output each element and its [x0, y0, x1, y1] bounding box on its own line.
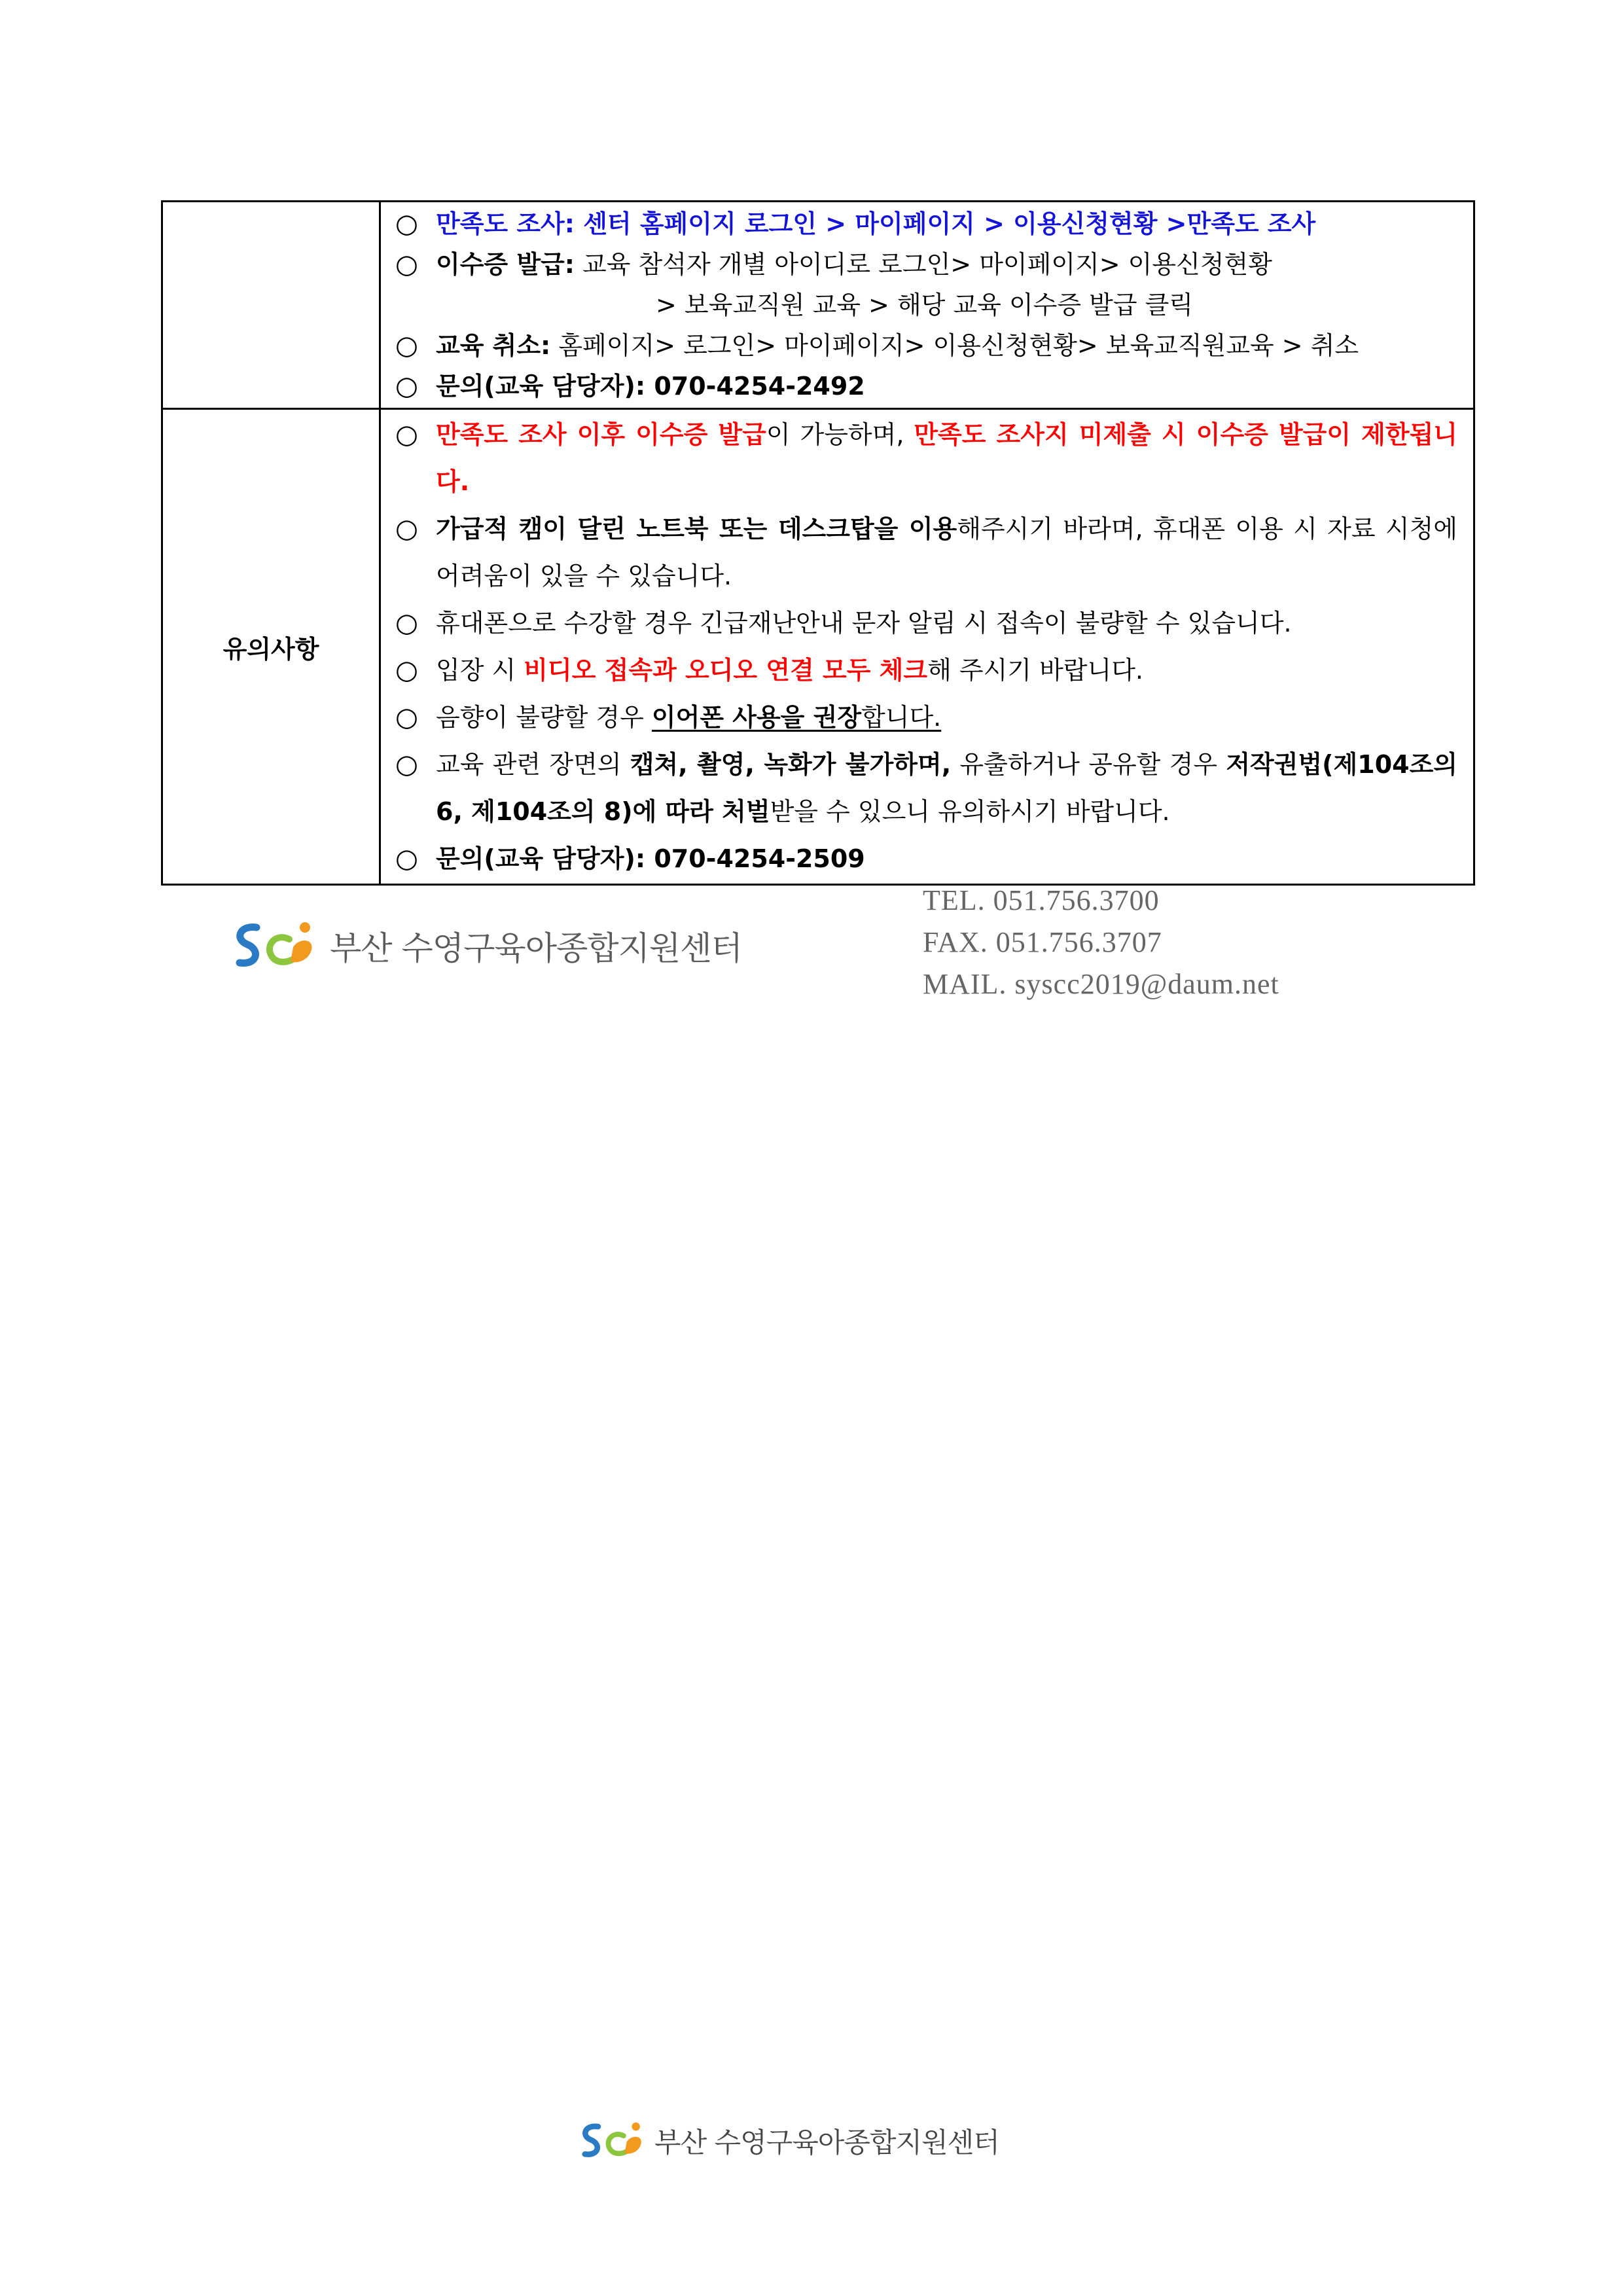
- item-text: 캡쳐, 촬영, 녹화가 불가하며,: [630, 750, 952, 779]
- circle-bullet-icon: ○: [395, 844, 418, 874]
- circle-bullet-icon: ○: [395, 371, 418, 401]
- list-item: [395, 285, 1457, 325]
- circle-bullet-icon: ○: [395, 420, 418, 450]
- footer-logo: [573, 2115, 999, 2166]
- table-row-notes: [162, 409, 1474, 885]
- notes-content: [380, 409, 1474, 885]
- item-text: 만족도 조사지 미제출 시 이수증 발급이 제한됩니다.: [436, 420, 1458, 496]
- item-text: > 보육교직원 교육 > 해당 교육 이수증 발급 클릭: [656, 291, 1194, 319]
- item-text: 저작권법(제104조의 6, 제104조의 8)에 따라 처벌: [436, 750, 1457, 826]
- list-item: [395, 647, 1457, 694]
- list-item: [395, 505, 1457, 600]
- item-text: 이 가능하며,: [766, 420, 914, 449]
- item-text: 합니다.: [861, 703, 942, 732]
- item-text: 교육 참석자 개별 아이디로 로그인> 마이페이지> 이용신청현황: [574, 250, 1272, 279]
- item-text: 문의(교육 담당자): 070-4254-2509: [436, 844, 865, 873]
- item-text: 입장 시: [436, 656, 524, 685]
- list-item: [395, 204, 1457, 244]
- list-item: [395, 741, 1457, 835]
- table-row-procedure: [162, 202, 1474, 409]
- circle-bullet-icon: ○: [395, 749, 418, 780]
- item-text: 문의(교육 담당자): 070-4254-2492: [436, 372, 865, 401]
- item-text: 비디오 접속과 오디오 연결 모두 체크: [524, 656, 928, 685]
- list-item: [395, 366, 1457, 406]
- contact-fax: FAX. 051.756.3707: [923, 926, 1162, 958]
- info-table: [161, 200, 1475, 886]
- row-label-empty: [162, 202, 380, 409]
- item-text: 받을 수 있으니 유의하시기 바랍니다.: [770, 797, 1170, 826]
- circle-bullet-icon: ○: [395, 702, 418, 732]
- list-item: [395, 411, 1457, 505]
- list-item: [395, 835, 1457, 882]
- circle-bullet-icon: ○: [395, 514, 418, 544]
- item-text: 가급적 캠이 달린 노트북 또는 데스크탑을 이용: [436, 514, 957, 543]
- contact-tel: TEL. 051.756.3700: [923, 884, 1160, 916]
- list-item: [395, 244, 1457, 285]
- item-text: 음향이 불량할 경우: [436, 703, 652, 732]
- center-logo-text: 부산 수영구육아종합지원센터: [330, 929, 742, 967]
- item-text: 휴대폰으로 수강할 경우 긴급재난안내 문자 알림 시 접속이 불량할 수 있습니다.: [436, 609, 1292, 637]
- item-text: 만족도 조사: 센터 홈페이지 로그인 > 마이페이지 > 이용신청현황 >만족도 조사: [436, 209, 1316, 238]
- footer-logo-icon: [573, 2115, 651, 2166]
- item-text: 해주시기 바라며, 휴대폰 이용 시 자료 시청에 어려움이 있을 수 있습니다.: [436, 514, 1457, 590]
- item-text: 만족도 조사 이후 이수증 발급: [436, 420, 766, 449]
- circle-bullet-icon: ○: [395, 331, 418, 361]
- item-text: 유출하거나 공유할 경우: [951, 750, 1226, 779]
- circle-bullet-icon: ○: [395, 249, 418, 279]
- circle-bullet-icon: ○: [395, 655, 418, 685]
- list-item: [395, 600, 1457, 647]
- item-text: 이어폰 사용을 권장: [651, 703, 862, 732]
- contact-mail[interactable]: MAIL. syscc2019@daum.net: [923, 968, 1279, 1000]
- circle-bullet-icon: ○: [395, 608, 418, 638]
- row-label-notes: 유의사항: [162, 409, 380, 885]
- item-text: 교육 취소:: [436, 331, 551, 360]
- item-text: 교육 관련 장면의: [436, 750, 630, 779]
- item-text: 해 주시기 바랍니다.: [927, 656, 1143, 685]
- center-logo-icon: [225, 913, 323, 978]
- footer-logo-text: 부산 수영구육아종합지원센터: [654, 2126, 999, 2159]
- center-logo: [225, 910, 742, 982]
- list-item: [395, 694, 1457, 741]
- procedure-content: [380, 202, 1474, 409]
- item-text: 홈페이지> 로그인> 마이페이지> 이용신청현황> 보육교직원교육 > 취소: [550, 331, 1359, 360]
- contact-info: [923, 880, 1279, 1005]
- circle-bullet-icon: ○: [395, 209, 418, 239]
- item-text: 이수증 발급:: [436, 250, 575, 279]
- list-item: [395, 325, 1457, 366]
